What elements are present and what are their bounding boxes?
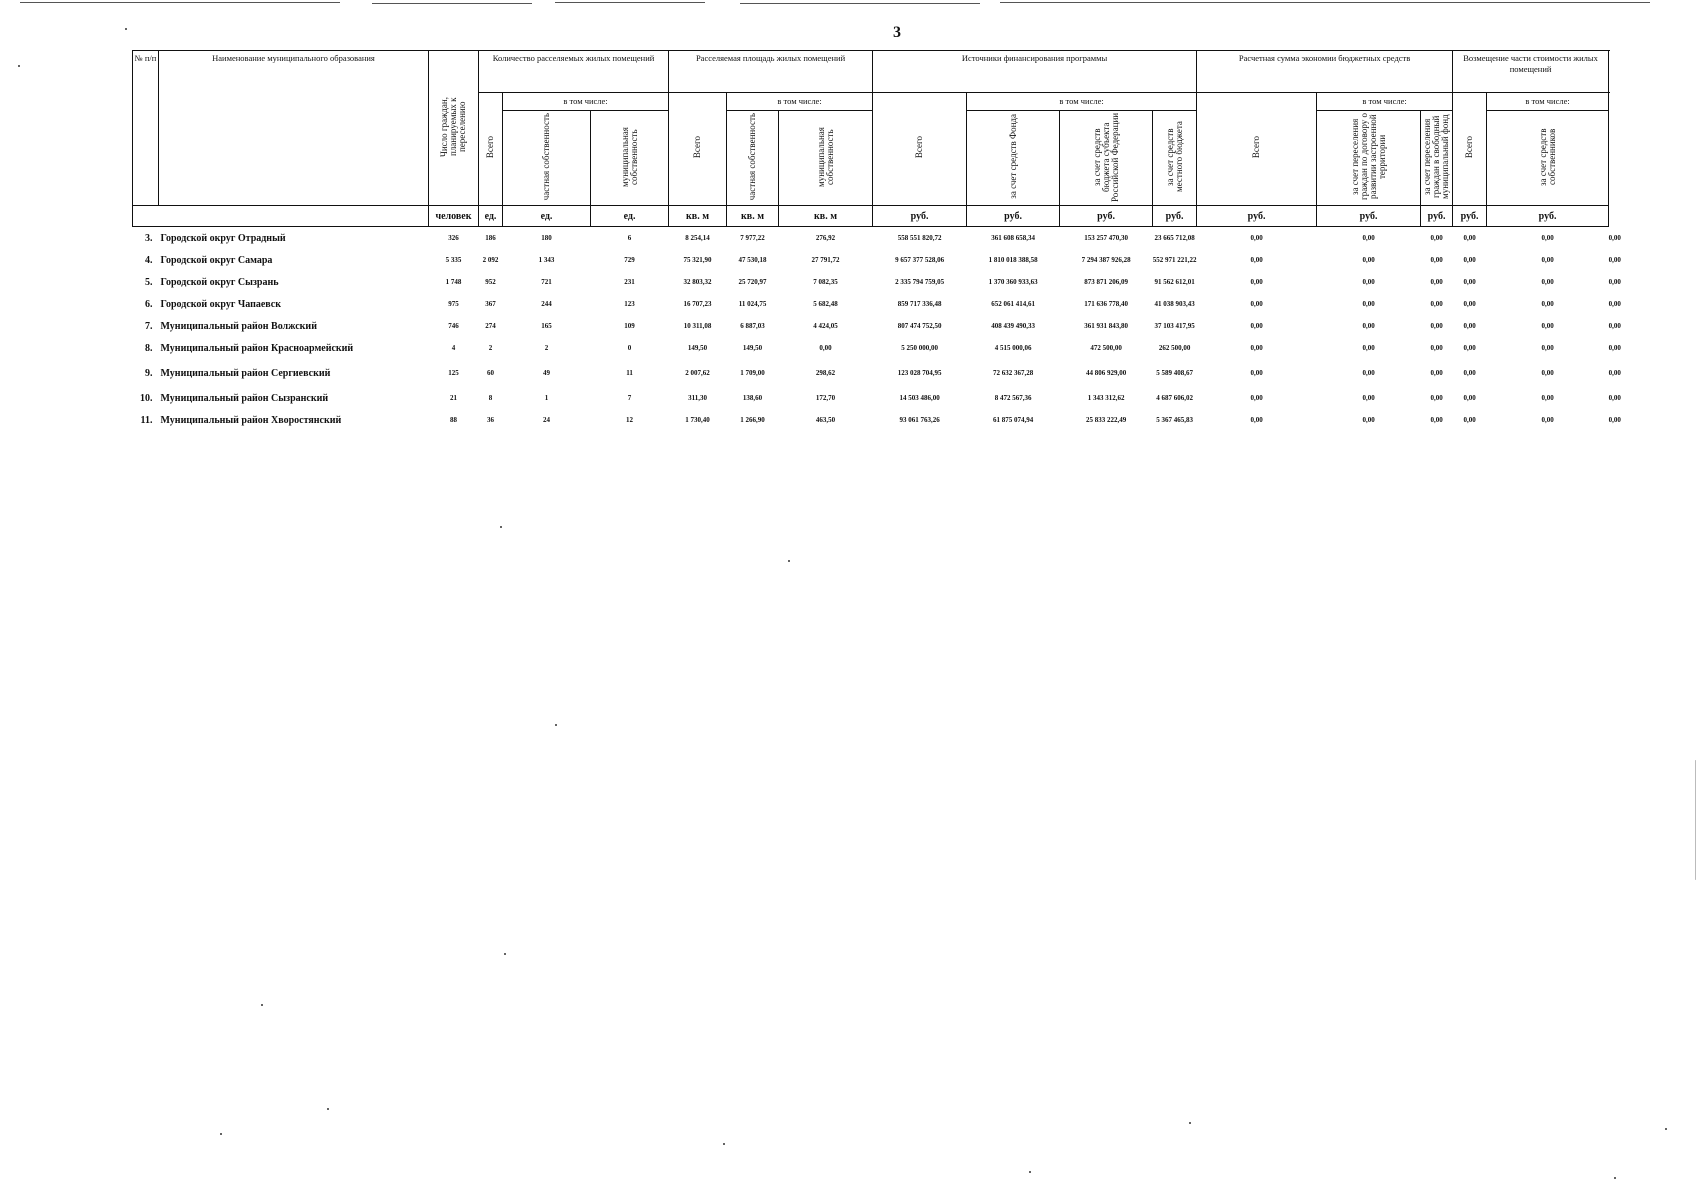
cell-sav-total: 0,00 — [1250, 394, 1263, 402]
cell-sav-total: 0,00 — [1250, 278, 1263, 286]
cell-comp-owners: 0,00 — [1541, 278, 1554, 286]
cell-fin-fund: 4 515 000,06 — [994, 344, 1032, 352]
row-number: 4. — [145, 254, 153, 266]
header-area-incl: в том числе: — [727, 93, 873, 111]
cell-comp-owners: 0,00 — [1541, 300, 1554, 308]
cell-area-municipal: 463,50 — [815, 416, 836, 424]
cell-count-total: 952 — [485, 278, 496, 286]
cell-area-total: 311,30 — [688, 394, 707, 402]
cell-fin-fund: 72 632 367,28 — [992, 369, 1034, 377]
cell-area-municipal: 298,62 — [815, 369, 836, 377]
cell-sav-contract: 0,00 — [1362, 234, 1375, 242]
table-row: 3. Городской округ Отрадный 326 186 180 6 8 254,14 7 977,22 276,92 558 551 820,72 361 608 658,34 153 257 470,30 23 665 712,08 0,00 0,00 0,00 0,00 0,00 0,00 — [133, 227, 1609, 250]
header-area-total: Всего — [669, 93, 727, 206]
header-count-municipal: муниципальная собственность — [591, 111, 669, 206]
scan-edge-line — [20, 2, 340, 3]
table-row: 9. Муниципальный район Сергиевский 125 60 49 11 2 007,62 1 709,00 298,62 123 028 704,95 72 632 367,28 44 806 929,00 5 589 408,67 0,00 0,00 0,00 0,00 0,00 0,00 — [133, 359, 1609, 387]
cell-sav-free: 0,00 — [1430, 278, 1443, 286]
cell-fin-fund: 1 810 018 388,58 — [988, 256, 1038, 264]
cell-sav-free: 0,00 — [1430, 256, 1443, 264]
cell-fin-subject: 873 871 206,09 — [1084, 278, 1128, 286]
unit-area-private: кв. м — [727, 206, 779, 227]
cell-area-total: 1 730,40 — [685, 416, 710, 424]
cell-sav-total: 0,00 — [1250, 300, 1263, 308]
scan-speck — [504, 953, 506, 955]
cell-count-private: 49 — [543, 369, 550, 377]
cell-fin-fund: 408 439 490,33 — [991, 322, 1035, 330]
unit-comp-total: руб. — [1453, 206, 1487, 227]
cell-sav-contract: 0,00 — [1362, 256, 1375, 264]
resettlement-table — [132, 50, 1621, 431]
cell-comp-total: 0,00 — [1463, 394, 1476, 402]
cell-sav-total: 0,00 — [1250, 322, 1263, 330]
cell-area-municipal: 27 791,72 — [811, 256, 840, 264]
cell-area-total: 10 311,08 — [683, 322, 712, 330]
scan-edge-line — [740, 3, 980, 4]
unit-blank — [133, 206, 429, 227]
row-number: 6. — [145, 298, 153, 310]
header-name: Наименование муниципального образования — [159, 51, 429, 206]
cell-area-private: 47 530,18 — [738, 256, 767, 264]
cell-comp-total: 0,00 — [1463, 300, 1476, 308]
cell-fin-fund: 361 608 658,34 — [991, 234, 1035, 242]
row-number: 10. — [140, 392, 153, 404]
header-count-incl: в том числе: — [503, 93, 669, 111]
scan-speck — [261, 1004, 263, 1006]
scan-speck — [555, 724, 557, 726]
cell-fin-total: 123 028 704,95 — [897, 369, 942, 377]
cell-area-total: 8 254,14 — [685, 234, 710, 242]
scan-speck — [18, 65, 20, 67]
row-number: 9. — [145, 367, 153, 379]
cell-count-total: 36 — [487, 416, 494, 424]
cell-count-municipal: 11 — [626, 369, 633, 377]
cell-fin-subject: 153 257 470,30 — [1084, 234, 1128, 242]
cell-count-private: 165 — [541, 322, 552, 330]
cell-fin-total: 9 657 377 528,06 — [895, 256, 945, 264]
cell-sav-free: 0,00 — [1430, 322, 1443, 330]
scan-speck — [723, 1143, 725, 1145]
cell-count-municipal: 0 — [627, 344, 632, 352]
header-no: № п/п — [133, 51, 159, 206]
cell-sav-contract: 0,00 — [1362, 394, 1375, 402]
cell-fin-subject: 1 343 312,62 — [1087, 394, 1125, 402]
row-number: 7. — [145, 320, 153, 332]
unit-fin-subject: руб. — [1060, 206, 1153, 227]
cell-area-private: 138,60 — [742, 394, 763, 402]
header-savings-group: Расчетная сумма экономии бюджетных средств — [1197, 51, 1453, 93]
header-compensation-group: Возмещение части стоимости жилых помещений — [1453, 51, 1609, 93]
cell-fin-subject: 472 500,00 — [1090, 344, 1122, 352]
unit-comp-owners: руб. — [1487, 206, 1609, 227]
cell-people: 1 748 — [445, 278, 462, 286]
unit-sav-free: руб. — [1421, 206, 1453, 227]
header-fin-subject: за счет средств бюджета субъекта Российской Федерации — [1060, 111, 1153, 206]
cell-people: 4 — [451, 344, 456, 352]
cell-sav-contract: 0,00 — [1362, 300, 1375, 308]
cell-sav-free: 0,00 — [1430, 300, 1443, 308]
header-comp-owners: за счет средств собственников — [1487, 111, 1609, 206]
cell-comp-owners: 0,00 — [1541, 344, 1554, 352]
unit-fin-fund: руб. — [967, 206, 1060, 227]
cell-fin-local: 5 589 408,67 — [1156, 369, 1193, 377]
cell-area-private: 25 720,97 — [738, 278, 767, 286]
cell-fin-local: 41 038 903,43 — [1154, 300, 1195, 308]
cell-fin-total: 807 474 752,50 — [897, 322, 942, 330]
unit-count-total: ед. — [479, 206, 503, 227]
cell-count-private: 180 — [541, 234, 552, 242]
cell-count-municipal: 12 — [626, 416, 634, 424]
cell-sav-total: 0,00 — [1250, 344, 1263, 352]
cell-sav-total: 0,00 — [1250, 256, 1263, 264]
cell-area-total: 2 007,62 — [685, 369, 710, 377]
cell-comp-total: 0,00 — [1463, 369, 1476, 377]
cell-area-total: 149,50 — [687, 344, 708, 352]
cell-count-total: 367 — [485, 300, 496, 308]
scan-speck — [1695, 760, 1696, 880]
cell-fin-total: 93 061 763,26 — [899, 416, 940, 424]
cell-count-total: 60 — [487, 369, 494, 377]
header-sav-total: Всего — [1197, 93, 1317, 206]
cell-fin-fund: 8 472 567,36 — [994, 394, 1032, 402]
cell-fin-total: 5 250 000,00 — [901, 344, 938, 352]
cell-area-total: 32 803,32 — [683, 278, 712, 286]
cell-fin-local: 91 562 612,01 — [1154, 278, 1195, 286]
table-row: 7. Муниципальный район Волжский 746 274 165 109 10 311,08 6 887,03 4 424,05 807 474 752,50 408 439 490,33 361 931 843,80 37 103 417,95 0,00 0,00 0,00 0,00 0,00 0,00 — [133, 315, 1609, 337]
cell-fin-subject: 171 636 778,40 — [1084, 300, 1128, 308]
scan-speck — [220, 1133, 222, 1135]
cell-count-municipal: 7 — [627, 394, 632, 402]
header-count-private: частная собственность — [503, 111, 591, 206]
cell-comp-owners: 0,00 — [1541, 256, 1554, 264]
cell-comp-owners: 0,00 — [1541, 416, 1554, 424]
cell-sav-contract: 0,00 — [1362, 369, 1375, 377]
cell-fin-fund: 652 061 414,61 — [991, 300, 1035, 308]
cell-fin-subject: 361 931 843,80 — [1084, 322, 1128, 330]
header-count-total: Всего — [479, 93, 503, 206]
cell-fin-local: 23 665 712,08 — [1154, 234, 1195, 242]
scan-speck — [1189, 1122, 1191, 1124]
scan-speck — [327, 1108, 329, 1110]
cell-count-private: 721 — [541, 278, 552, 286]
table-row: 11. Муниципальный район Хворостянский 88 36 24 12 1 730,40 1 266,90 463,50 93 061 763,26 61 875 074,94 25 833 222,49 5 367 465,83 0,00 0,00 0,00 0,00 0,00 0,00 — [133, 409, 1609, 431]
scan-speck — [125, 28, 127, 30]
cell-area-private: 11 024,75 — [738, 300, 767, 308]
cell-comp-total: 0,00 — [1463, 344, 1476, 352]
unit-count-municipal: ед. — [591, 206, 669, 227]
table-row: 4. Городской округ Самара 5 335 2 092 1 343 729 75 321,90 47 530,18 27 791,72 9 657 377 528,06 1 810 018 388,58 7 294 387 926,28 552 971 221,22 0,00 0,00 0,00 0,00 0,00 0,00 — [133, 249, 1609, 271]
cell-fin-total: 2 335 794 759,05 — [895, 278, 945, 286]
cell-area-private: 7 977,22 — [740, 234, 765, 242]
header-comp-total: Всего — [1453, 93, 1487, 206]
header-sav-incl: в том числе: — [1317, 93, 1453, 111]
unit-people: человек — [429, 206, 479, 227]
cell-comp-owners: 0,00 — [1541, 234, 1554, 242]
row-number: 11. — [140, 414, 153, 426]
cell-sav-free: 0,00 — [1430, 416, 1443, 424]
row-municipality: Городской округ Сызрань — [160, 276, 279, 288]
header-comp-incl: в том числе: — [1487, 93, 1609, 111]
row-number: 5. — [145, 276, 153, 288]
row-municipality: Муниципальный район Сергиевский — [160, 367, 331, 379]
cell-area-total: 16 707,23 — [683, 300, 712, 308]
cell-comp-total: 0,00 — [1463, 234, 1476, 242]
cell-people: 5 335 — [445, 256, 462, 264]
row-municipality: Городской округ Чапаевск — [160, 298, 282, 310]
cell-count-total: 8 — [488, 394, 493, 402]
cell-sav-free: 0,00 — [1430, 234, 1443, 242]
cell-comp-total: 0,00 — [1463, 416, 1476, 424]
cell-area-private: 1 709,00 — [740, 369, 765, 377]
header-sav-free: за счет переселения граждан в свободный муниципальный фонд — [1421, 111, 1453, 206]
cell-area-municipal: 7 082,35 — [813, 278, 838, 286]
cell-fin-local: 4 687 606,02 — [1156, 394, 1193, 402]
cell-sav-total: 0,00 — [1250, 416, 1263, 424]
unit-sav-total: руб. — [1197, 206, 1317, 227]
scan-edge-line — [1000, 2, 1650, 3]
cell-comp-total: 0,00 — [1463, 256, 1476, 264]
header-area-private: частная собственность — [727, 111, 779, 206]
cell-area-municipal: 172,70 — [815, 394, 836, 402]
cell-sav-free: 0,00 — [1430, 344, 1443, 352]
cell-fin-local: 262 500,00 — [1158, 344, 1191, 352]
cell-fin-subject: 44 806 929,00 — [1085, 369, 1127, 377]
unit-area-municipal: кв. м — [779, 206, 873, 227]
header-sav-contract: за счет переселения граждан по договору о развитии застроенной территории — [1317, 111, 1421, 206]
cell-count-municipal: 6 — [627, 234, 632, 242]
unit-fin-total: руб. — [873, 206, 967, 227]
scan-speck — [1665, 1128, 1667, 1130]
cell-fin-total: 14 503 486,00 — [899, 394, 940, 402]
cell-count-private: 24 — [543, 416, 550, 424]
header-count-group: Количество расселяемых жилых помещений — [479, 51, 669, 93]
cell-fin-subject: 7 294 387 926,28 — [1081, 256, 1131, 264]
cell-count-total: 2 092 — [482, 256, 499, 264]
row-municipality: Муниципальный район Сызранский — [160, 392, 329, 404]
cell-fin-subject: 25 833 222,49 — [1085, 416, 1127, 424]
header-area-municipal: муниципальная собственность — [779, 111, 873, 206]
cell-count-private: 1 343 — [538, 256, 555, 264]
cell-comp-owners: 0,00 — [1541, 322, 1554, 330]
cell-people: 975 — [448, 300, 459, 308]
header-fin-fund: за счет средств Фонда — [967, 111, 1060, 206]
row-municipality: Городской округ Самара — [160, 254, 273, 266]
cell-fin-fund: 1 370 360 933,63 — [988, 278, 1038, 286]
cell-people: 746 — [448, 322, 459, 330]
header-fin-total: Всего — [873, 93, 967, 206]
unit-area-total: кв. м — [669, 206, 727, 227]
cell-area-private: 1 266,90 — [740, 416, 765, 424]
cell-sav-contract: 0,00 — [1362, 416, 1375, 424]
cell-people: 21 — [450, 394, 457, 402]
cell-sav-total: 0,00 — [1250, 234, 1263, 242]
cell-people: 88 — [450, 416, 457, 424]
cell-count-municipal: 123 — [624, 300, 635, 308]
header-area-group: Расселяемая площадь жилых помещений — [669, 51, 873, 93]
cell-sav-free: 0,00 — [1430, 394, 1443, 402]
cell-sav-contract: 0,00 — [1362, 278, 1375, 286]
row-municipality: Муниципальный район Волжский — [160, 320, 317, 332]
header-fin-local: за счет средств местного бюджета — [1153, 111, 1197, 206]
row-number: 3. — [145, 232, 153, 244]
cell-count-total: 186 — [485, 234, 496, 242]
header-fin-incl: в том числе: — [967, 93, 1197, 111]
row-number: 8. — [145, 342, 153, 354]
row-municipality: Муниципальный район Хворостянский — [160, 414, 342, 426]
cell-area-municipal: 5 682,48 — [813, 300, 838, 308]
header-people: Число граждан, планируемых к переселению — [429, 51, 479, 206]
cell-count-private: 2 — [544, 344, 549, 352]
cell-area-private: 6 887,03 — [740, 322, 765, 330]
scan-speck — [1029, 1171, 1031, 1173]
cell-count-municipal: 109 — [624, 322, 635, 330]
cell-fin-local: 37 103 417,95 — [1154, 322, 1195, 330]
unit-sav-contract: руб. — [1317, 206, 1421, 227]
cell-comp-total: 0,00 — [1463, 322, 1476, 330]
table-row: 5. Городской округ Сызрань 1 748 952 721 231 32 803,32 25 720,97 7 082,35 2 335 794 759,05 1 370 360 933,63 873 871 206,09 91 562 612,01 0,00 0,00 0,00 0,00 0,00 0,00 — [133, 271, 1609, 293]
cell-area-municipal: 0,00 — [819, 344, 832, 352]
cell-count-private: 244 — [541, 300, 552, 308]
cell-area-municipal: 4 424,05 — [813, 322, 838, 330]
unit-count-private: ед. — [503, 206, 591, 227]
scan-speck — [788, 560, 790, 562]
cell-area-private: 149,50 — [742, 344, 763, 352]
cell-count-private: 1 — [544, 394, 549, 402]
cell-comp-total: 0,00 — [1463, 278, 1476, 286]
cell-fin-local: 5 367 465,83 — [1156, 416, 1193, 424]
scan-edge-line — [555, 2, 705, 3]
cell-fin-fund: 61 875 074,94 — [992, 416, 1034, 424]
unit-fin-local: руб. — [1153, 206, 1197, 227]
cell-count-municipal: 729 — [624, 256, 635, 264]
scan-speck — [500, 526, 502, 528]
page-number: 3 — [893, 24, 901, 41]
row-municipality: Муниципальный район Красноармейский — [160, 342, 354, 354]
table-row: 10. Муниципальный район Сызранский 21 8 1 7 311,30 138,60 172,70 14 503 486,00 8 472 567,36 1 343 312,62 4 687 606,02 0,00 0,00 0,00 0,00 0,00 0,00 — [133, 387, 1609, 409]
cell-area-total: 75 321,90 — [683, 256, 712, 264]
cell-count-total: 274 — [485, 322, 496, 330]
header-funding-group: Источники финансирования программы — [873, 51, 1197, 93]
scan-speck — [1614, 1177, 1616, 1179]
cell-sav-free: 0,00 — [1430, 369, 1443, 377]
cell-count-municipal: 231 — [624, 278, 635, 286]
cell-comp-owners: 0,00 — [1541, 394, 1554, 402]
table-row: 8. Муниципальный район Красноармейский 4 2 2 0 149,50 149,50 0,00 5 250 000,00 4 515 000,06 472 500,00 262 500,00 0,00 0,00 0,00 0,00 0,00 0,00 — [133, 337, 1609, 359]
cell-fin-total: 558 551 820,72 — [897, 234, 942, 242]
scan-edge-line — [372, 3, 532, 4]
cell-people: 326 — [448, 234, 459, 242]
cell-count-total: 2 — [488, 344, 493, 352]
cell-sav-total: 0,00 — [1250, 369, 1263, 377]
cell-comp-owners: 0,00 — [1541, 369, 1554, 377]
cell-people: 125 — [448, 369, 459, 377]
cell-sav-contract: 0,00 — [1362, 322, 1375, 330]
table-row: 6. Городской округ Чапаевск 975 367 244 123 16 707,23 11 024,75 5 682,48 859 717 336,48 652 061 414,61 171 636 778,40 41 038 903,43 0,00 0,00 0,00 0,00 0,00 0,00 — [133, 293, 1609, 315]
cell-area-municipal: 276,92 — [815, 234, 836, 242]
cell-sav-contract: 0,00 — [1362, 344, 1375, 352]
cell-fin-total: 859 717 336,48 — [897, 300, 942, 308]
cell-fin-local: 552 971 221,22 — [1152, 256, 1197, 264]
row-municipality: Городской округ Отрадный — [160, 232, 286, 244]
